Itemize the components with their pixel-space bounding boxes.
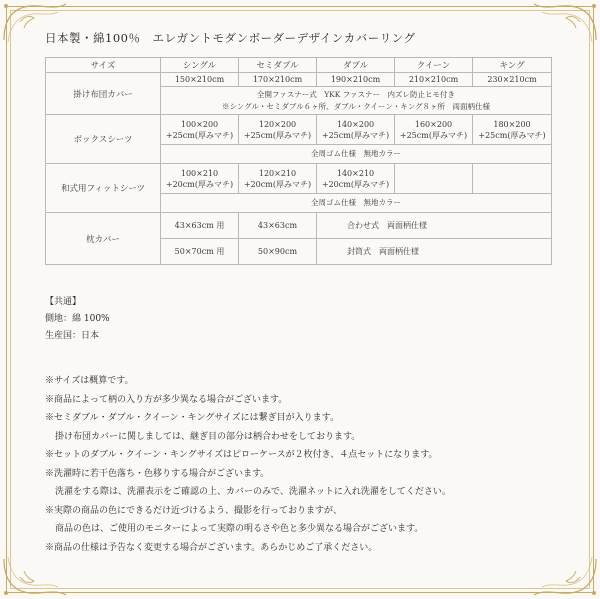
table-cell: 210×210cm [395, 73, 473, 87]
size-text: 140×210 [336, 168, 375, 178]
table-cell [239, 115, 317, 145]
header-queen: クイーン [395, 58, 473, 73]
table-cell: 230×210cm [473, 73, 552, 87]
table-cell-empty [473, 164, 552, 194]
size-spec-table [45, 57, 552, 265]
row-label-fitted-sheet: 和式用フィットシーツ [46, 164, 161, 213]
table-cell [473, 115, 552, 145]
duvet-note-1: 全開ファスナー式 YKK ファスナー 内ズレ防止ヒモ付き [257, 89, 455, 99]
row-label-box-sheet: ボックスシーツ [46, 115, 161, 164]
common-section [45, 294, 110, 345]
note-line: ※商品によって柄の入り方が多少異なる場合がございます。 [45, 394, 288, 405]
notes-section [45, 372, 451, 557]
note-line: ※洗濯時に若干色落ち・色移りする場合がございます。 [45, 468, 270, 479]
fabric-text: 側地：綿 100% [45, 314, 110, 324]
page-title: 日本製・綿100％ エレガントモダンボーダーデザインカバーリング [45, 31, 416, 45]
common-heading: 【共通】 [45, 297, 82, 307]
table-row [46, 73, 552, 87]
table-cell: 43×63cm 用 [161, 213, 239, 239]
note-line: ※セミダブル・ダブル・クイーン・キングサイズには繋ぎ目が入ります。 [45, 413, 339, 423]
size-text: 120×210 [258, 168, 297, 178]
size-text: 140×200 [336, 119, 375, 129]
depth-text: +20cm(厚みマチ) [165, 179, 234, 189]
note-line: 商品の色は、ご使用のモニターによって実際の明るさや色と多少異なる場合がございます。 [55, 524, 424, 534]
table-cell: 190×210cm [317, 73, 395, 87]
header-size: サイズ [46, 58, 161, 73]
depth-text: +25cm(厚みマチ) [321, 130, 390, 140]
size-text: 160×200 [414, 119, 453, 129]
size-text: 180×200 [493, 119, 531, 129]
box-note-cell: 全周ゴム仕様 無地カラー [161, 145, 552, 164]
table-cell: 合わせ式 両面柄仕様 [317, 213, 552, 239]
note-line: ※商品の仕様は予告なく変更する場合がございます。あらかじめご了承ください。 [45, 542, 378, 553]
row-label-pillow: 枕カバー [46, 213, 161, 265]
depth-text: +20cm(厚みマチ) [243, 179, 312, 189]
table-cell [161, 164, 239, 194]
duvet-note-cell [161, 87, 552, 115]
table-row [46, 164, 552, 194]
table-cell [161, 115, 239, 145]
note-line: ※実際の商品の色にできるだけ近づけるよう、撮影を行っておりますが、 [45, 505, 343, 516]
table-cell [317, 115, 395, 145]
table-cell: 50×90cm [239, 239, 317, 265]
table-cell [239, 164, 317, 194]
header-king: キング [473, 58, 552, 73]
header-semi-double: セミダブル [239, 58, 317, 73]
note-line: 掛け布団カバーに関しましては、継ぎ目の部分は柄合わせをしております。 [55, 431, 361, 442]
duvet-note-2: ※シングル・セミダブル６ヶ所、ダブル・クイーン・キング８ヶ所 両面柄仕様 [221, 101, 491, 111]
origin-text: 生産国：日本 [45, 331, 100, 341]
fitted-note-cell: 全周ゴム仕様 無地カラー [161, 194, 552, 213]
header-single: シングル [161, 58, 239, 73]
table-cell: 170×210cm [239, 73, 317, 87]
table-cell: 150×210cm [161, 73, 239, 87]
table-cell-empty [395, 164, 473, 194]
table-cell: 43×63cm [239, 213, 317, 239]
table-cell [395, 115, 473, 145]
note-line: ※サイズは概算です。 [45, 376, 134, 386]
table-cell: 50×70cm 用 [161, 239, 239, 265]
table-cell [317, 164, 395, 194]
corner-ornament-icon [530, 0, 600, 46]
size-text: 100×210 [180, 168, 219, 178]
depth-text: +25cm(厚みマチ) [478, 130, 546, 140]
table-row [46, 115, 552, 145]
depth-text: +25cm(厚みマチ) [243, 130, 312, 140]
note-line: 洗濯をする際は、洗濯表示をご確認の上、カバーのみで、洗濯ネットに入れ洗濯をしてください。 [55, 487, 451, 497]
table-row [46, 213, 552, 239]
corner-ornament-icon [0, 553, 70, 599]
depth-text: +20cm(厚みマチ) [321, 179, 390, 189]
corner-ornament-icon [530, 553, 600, 599]
table-cell: 封筒式 両面柄仕様 [317, 239, 552, 265]
size-text: 120×200 [258, 119, 297, 129]
row-label-duvet: 掛け布団カバー [46, 73, 161, 115]
depth-text: +25cm(厚みマチ) [165, 130, 234, 140]
header-double: ダブル [317, 58, 395, 73]
size-text: 100×200 [180, 119, 219, 129]
table-header-row [46, 58, 552, 73]
note-line: ※セットのダブル・クイーン・キングサイズはピローケースが２枚付き、４点セットになります。 [45, 450, 438, 460]
depth-text: +25cm(厚みマチ) [399, 130, 468, 140]
